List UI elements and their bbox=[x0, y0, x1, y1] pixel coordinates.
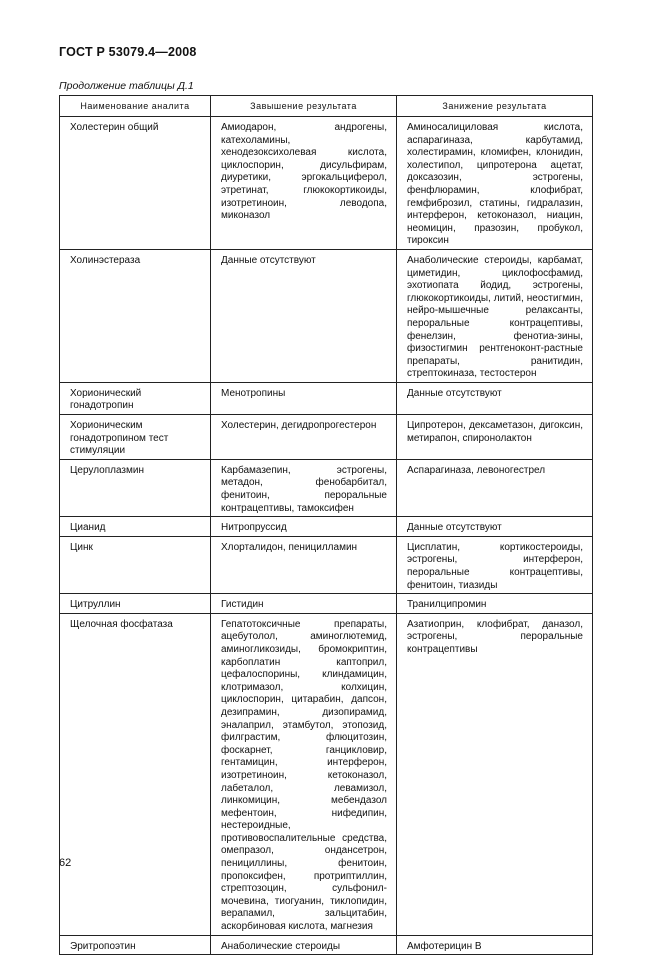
increase-cell: Данные отсутствуют bbox=[211, 255, 397, 382]
column-header-increase: Завышение результата bbox=[211, 96, 397, 117]
table-body bbox=[60, 117, 593, 955]
analyte-cell: Холестерин общий bbox=[60, 122, 211, 249]
column-header-analyte: Наименование аналита bbox=[60, 96, 211, 117]
increase-cell: Карбамазепин, эстрогены, метадон, фенобарбитал, фенитоин, пероральные контрацептивы, тамоксифен bbox=[211, 465, 397, 517]
decrease-cell: Данные отсутствуют bbox=[397, 388, 593, 415]
table-row bbox=[60, 255, 593, 382]
decrease-cell: Данные отсутствуют bbox=[397, 522, 593, 536]
table-row bbox=[60, 542, 593, 594]
table-row bbox=[60, 388, 593, 415]
analyte-cell: Цианид bbox=[60, 522, 211, 536]
decrease-cell: Транилципромин bbox=[397, 599, 593, 613]
table-caption: Продолжение таблицы Д.1 bbox=[59, 80, 194, 92]
increase-cell: Хлорталидон, пеницилламин bbox=[211, 542, 397, 594]
document-header: ГОСТ Р 53079.4—2008 bbox=[59, 45, 197, 59]
table-row bbox=[60, 599, 593, 613]
increase-cell: Гепатотоксичные препараты, ацебутолол, аминоглютемид, аминогликозиды, бромокриптин, карбоплатин каптоприл, цефалоспорины, клиндамицин, клотримазол, колхицин, циклоспорин, цитарабин, дапсон, дезипрамин, дизопирамид, эналаприл, этамбутол, этопозид, филграстим, флюцитозин, фоскарнет, ганцикловир, гентамицин, интерферон, изотретиноин, кетоконазол, лабеталол, левамизол, линкомицин, мебендазол мефентоин, нифедипин, нестероидные, противовоспалительные средства, омепразол, ондансетрон, пенициллины, фенитоин, пропоксифен, протриптиллин, стрептозоцин, сульфонил-мочевина, тиогуанин, тиклопидин, верапамил, зальцитабин, аскорбиновая кислота, магнезия bbox=[211, 619, 397, 935]
increase-cell: Холестерин, дегидропрогестерон bbox=[211, 420, 397, 459]
page-number: 62 bbox=[59, 857, 72, 869]
increase-cell: Менотропины bbox=[211, 388, 397, 415]
table-row bbox=[60, 941, 593, 955]
increase-cell: Анаболические стероиды bbox=[211, 941, 397, 955]
analyte-cell: Церулоплазмин bbox=[60, 465, 211, 517]
interference-table bbox=[59, 95, 593, 955]
increase-cell: Гистидин bbox=[211, 599, 397, 613]
decrease-cell: Цисплатин, кортикостероиды, эстрогены, интерферон, пероральные контрацептивы, фенитоин, тиазиды bbox=[397, 542, 593, 594]
decrease-cell: Азатиоприн, клофибрат, даназол, эстрогены, пероральные контрацептивы bbox=[397, 619, 593, 935]
analyte-cell: Щелочная фосфатаза bbox=[60, 619, 211, 935]
increase-cell: Нитропруссид bbox=[211, 522, 397, 536]
analyte-cell: Цинк bbox=[60, 542, 211, 594]
table-row bbox=[60, 465, 593, 517]
table-row bbox=[60, 522, 593, 536]
table-row bbox=[60, 619, 593, 935]
column-header-decrease: Занижение результата bbox=[397, 96, 593, 117]
analyte-cell: Цитруллин bbox=[60, 599, 211, 613]
table-row bbox=[60, 122, 593, 249]
analyte-cell: Хорионический гонадотропин bbox=[60, 388, 211, 415]
table-row bbox=[60, 420, 593, 459]
analyte-cell: Хорионическим гонадотропином тест стимуляции bbox=[60, 420, 211, 459]
decrease-cell: Анаболические стероиды, карбамат, циметидин, циклофосфамид, эхотиопата йодид, эстрогены, глюкокортикоиды, литий, неостигмин, нейро-мышечные релаксанты, пероральные контрацептивы, фенелзин, фенотиа-зины, физостигмин рентгеноконт-растные препараты, ранитидин, стрептокиназа, тестостерон bbox=[397, 255, 593, 382]
decrease-cell: Аспарагиназа, левоногестрел bbox=[397, 465, 593, 517]
analyte-cell: Холинэстераза bbox=[60, 255, 211, 382]
analyte-cell: Эритропоэтин bbox=[60, 941, 211, 955]
increase-cell: Амиодарон, андрогены, катехоламины, хенодезоксихолевая кислота, циклоспорин, дисульфирам, диуретики, эргокальциферол, этретинат, глюкокортикоиды, изотретиноин, леводопа, миконазол bbox=[211, 122, 397, 249]
decrease-cell: Аминосалициловая кислота, аспарагиназа, карбутамид, холестирамин, кломифен, клонидин, холестипол, ципротерона ацетат, доксазозин, эстрогены, фенфлюрамин, клофибрат, гемфиброзил, статины, гидралазин, интерферон, кетоконазол, ниацин, неомицин, празозин, пробукол, тироксин bbox=[397, 122, 593, 249]
decrease-cell: Амфотерицин В bbox=[397, 941, 593, 955]
decrease-cell: Ципротерон, дексаметазон, дигоксин, метирапон, спиронолактон bbox=[397, 420, 593, 459]
table-header-row bbox=[60, 96, 593, 117]
